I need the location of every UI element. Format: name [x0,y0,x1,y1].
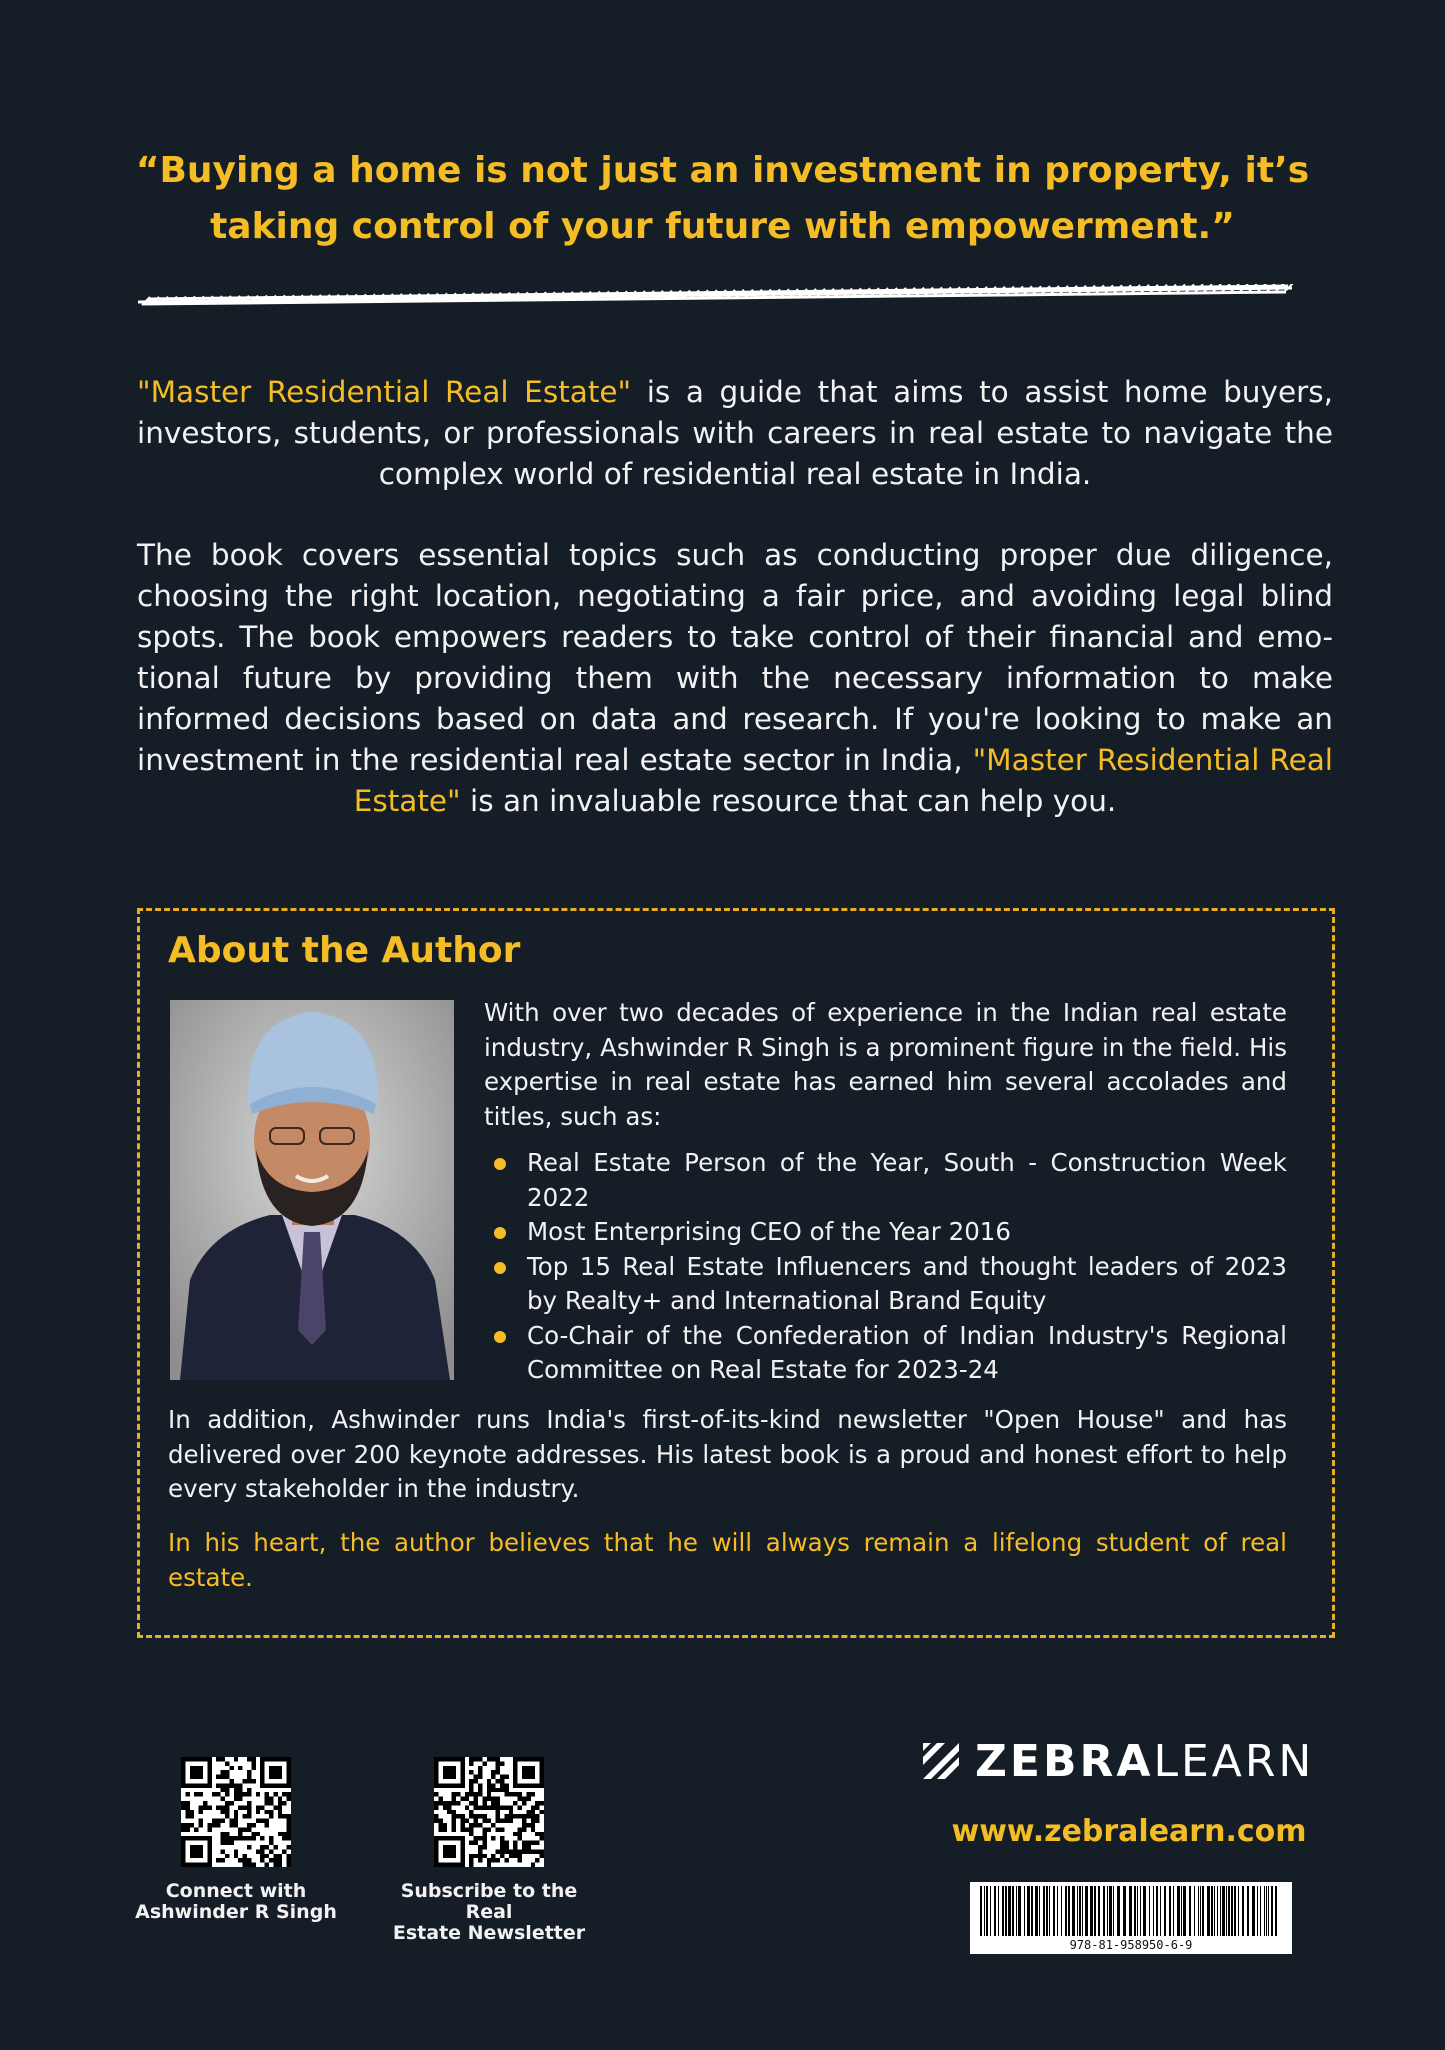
bullet-icon [494,1158,506,1170]
qr-label: Connect with Ashwinder R Singh [135,1880,337,1923]
book-title-highlight: "Master Residential Real Estate" [137,375,632,409]
logo-wordmark: ZEBRALEARN [975,1735,1315,1787]
list-item: Real Estate Person of the Year, South - Construction Week 2022 [494,1146,1287,1215]
author-bio-intro: With over two decades of experience in the Indian real estate industry, Ashwinder R Singh is a prominent figure in the field. His expertise in real estate has earned him several accolades and titles, such as: [484,998,1287,1131]
publisher-logo [923,1735,1335,1787]
isbn-barcode [970,1882,1292,1954]
list-item: Top 15 Real Estate Influencers and thought leaders of 2023 by Realty+ and International Brand Equity [494,1250,1287,1319]
bullet-icon [494,1262,506,1274]
bullet-icon [494,1227,506,1239]
description-paragraph-1: "Master Residential Real Estate" is a guide that aims to assist home buyers, investors, students, or professionals with careers in real estate to navigate the complex world of residential real estate in India. [137,375,1333,491]
qr-label: Subscribe to the Real Estate Newsletter [392,1880,586,1944]
publisher-url[interactable]: www.zebralearn.com [951,1814,1307,1849]
list-item: Most Enterprising CEO of the Year 2016 [494,1215,1287,1250]
list-item: Co-Chair of the Confederation of Indian Industry's Regional Committee on Real Estate for 2023-24 [494,1319,1287,1388]
awards-list [494,1146,1287,1388]
qr-code-icon [181,1757,291,1867]
quote-line-1: “Buying a home is not just an investment in property, it’s [135,150,1310,191]
cover-quote [100,143,1345,255]
qr-connect-author[interactable] [130,1757,342,1923]
description-paragraph-2: The book covers essential topics such as conducting proper due diligence, choosing the right location, negotiating a fair price, and avoiding legal blind spots. The book empowers readers to take control of their financial and emotional future by providing them with the necessary information to make informed decisions based on data and research. If you're looking to make an investment in the residential real estate sector in India, "Master Residential Real Estate" is an invaluable resource that can help you. [137,538,1333,818]
isbn-number: 978-81-958950-6-9 [1069,1938,1193,1952]
zebra-stripes-icon [923,1743,959,1779]
about-author-heading: About the Author [168,930,521,971]
brush-divider [136,284,1294,306]
quote-line-2: taking control of your future with empowerment.” [210,206,1235,247]
qr-subscribe-newsletter[interactable] [380,1757,598,1944]
author-bio-more: In addition, Ashwinder runs India's first-of-its-kind newsletter "Open House" and has delivered over 200 keynote addresses. His latest book is a proud and honest effort to help every stakeholder in the industry. [168,1405,1287,1503]
qr-code-icon [434,1757,544,1867]
author-photo [170,1000,454,1380]
bullet-icon [494,1331,506,1343]
book-title-highlight: "Master Residential Real Estate" [353,743,1333,818]
author-belief: In his heart, the author believes that he will always remain a lifelong student of real estate. [168,1528,1287,1592]
